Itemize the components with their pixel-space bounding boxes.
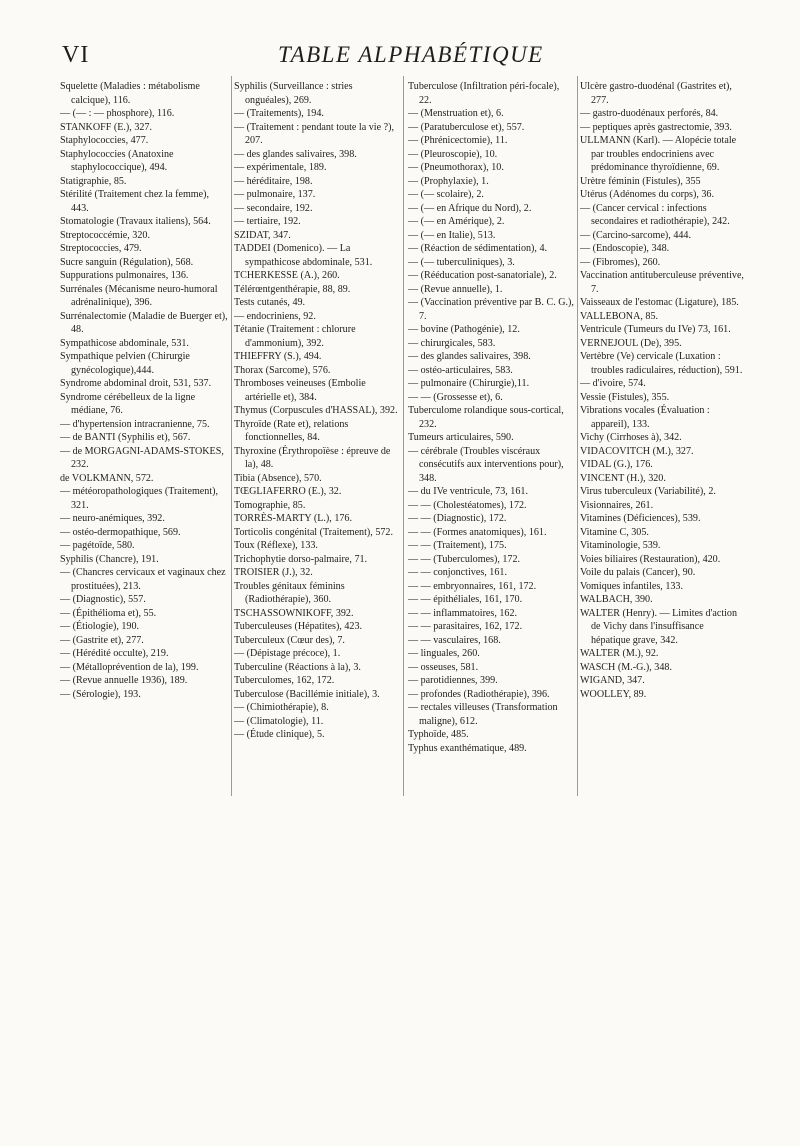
index-entry: Utérus (Adénomes du corps), 36.: [580, 189, 714, 200]
index-entry: — (— en Amérique), 2.: [408, 216, 505, 227]
index-entry: Vibrations vocales (Évaluation : appareil), 133.: [580, 405, 710, 430]
index-entry: — pagétoïde, 580.: [60, 540, 135, 551]
index-entry: — (Prophylaxie), 1.: [408, 175, 489, 187]
index-entry: Tuberculose (Bacillémie initiale), 3.: [234, 688, 380, 700]
index-entry: Thymus (Corpuscules d'HASSAL), 392.: [234, 405, 398, 416]
index-entry: — (Diagnostic), 557.: [60, 594, 146, 605]
index-entry: — bovine (Pathogénie), 12.: [408, 324, 520, 335]
index-entry: Staphylococcies, 477.: [60, 135, 149, 146]
index-entry: — (Menstruation et), 6.: [408, 108, 504, 119]
index-entry: Voies biliaires (Restauration), 420.: [580, 553, 721, 565]
index-entry: Surrénales (Mécanisme neuro-humoral adrénalinique), 396.: [60, 283, 218, 308]
index-entry: Vitamine C, 305.: [580, 526, 649, 538]
index-entry: ULLMANN (Karl). — Alopécie totale par troubles endocriniens avec prédominance thyroïdienne, 69.: [580, 135, 737, 173]
index-entry: — (— scolaire), 2.: [408, 189, 484, 200]
index-entry: WALTER (Henry). — Limites d'action de Vichy dans l'insuffisance hépatique grave, 342.: [580, 607, 738, 646]
index-entry: Typhus exanthématique, 489.: [408, 742, 527, 754]
index-entry: — cérébrale (Troubles viscéraux consécutifs aux interventions pour), 348.: [408, 445, 564, 484]
index-entry: — — inflammatoires, 162.: [408, 607, 518, 619]
index-entry: — gastro-duodénaux perforés, 84.: [580, 108, 719, 119]
column-divider: [403, 76, 404, 796]
index-entry: de VOLKMANN, 572.: [60, 472, 154, 484]
index-entry: Ventricule (Tumeurs du IVe) 73, 161.: [580, 324, 731, 335]
index-entry: — chirurgicales, 583.: [408, 337, 496, 349]
index-entry: Tuberculeuses (Hépatites), 423.: [234, 621, 363, 632]
index-column-4: [580, 80, 744, 1120]
index-entry: WASCH (M.-G.), 348.: [580, 661, 672, 673]
index-entry: — — conjonctives, 161.: [408, 567, 507, 578]
index-entry: Stérilité (Traitement chez la femme), 443.: [60, 189, 210, 214]
index-entry: VINCENT (H.), 320.: [580, 472, 666, 484]
index-entry: — (Pneumothorax), 10.: [408, 162, 504, 173]
index-entry: — endocriniens, 92.: [234, 310, 316, 322]
index-entry: Tests cutanés, 49.: [234, 297, 306, 308]
index-entry: — (Gastrite et), 277.: [60, 634, 144, 646]
index-entry: VIDACOVITCH (M.), 327.: [580, 445, 694, 457]
index-entry: — (Carcino-sarcome), 444.: [580, 229, 691, 241]
index-entry: — osseuses, 581.: [408, 661, 479, 673]
index-entry: Torticolis congénital (Traitement), 572.: [234, 526, 393, 538]
index-entry: Sympathique pelvien (Chirurgie gynécologique),444.: [60, 351, 190, 376]
index-entry: — héréditaire, 198.: [234, 175, 313, 187]
page-header: [0, 0, 800, 80]
index-entry: Typhoïde, 485.: [408, 729, 469, 740]
index-column-3: [408, 80, 574, 1120]
index-entry: — peptiques après gastrectomie, 393.: [580, 121, 732, 133]
index-entry: Tumeurs articulaires, 590.: [408, 432, 514, 443]
index-entry: Sucre sanguin (Régulation), 568.: [60, 256, 194, 268]
index-column-1: [60, 80, 228, 1120]
index-entry: Vaisseaux de l'estomac (Ligature), 185.: [580, 297, 739, 308]
index-entry: — (Étude clinique), 5.: [234, 729, 325, 740]
index-entry: Thyroxine (Érythropoïèse : épreuve de la), 48.: [234, 445, 391, 470]
index-entry: Suppurations pulmonaires, 136.: [60, 270, 189, 281]
index-entry: Statigraphie, 85.: [60, 175, 127, 187]
index-entry: WALTER (M.), 92.: [580, 648, 659, 659]
index-entry: — (— : — phosphore), 116.: [60, 108, 175, 119]
index-entry: — — (Grossesse et), 6.: [408, 391, 503, 403]
index-entry: VERNEJOUL (De), 395.: [580, 337, 682, 349]
column-divider: [577, 76, 578, 796]
index-entry: Vitamines (Déficiences), 539.: [580, 513, 701, 524]
index-entry: — linguales, 260.: [408, 648, 480, 659]
index-entry: SZIDAT, 347.: [234, 229, 291, 241]
index-entry: — rectales villeuses (Transformation maligne), 612.: [408, 702, 558, 727]
index-entry: — (Fibromes), 260.: [580, 256, 661, 268]
index-entry: — ostéo-articulaires, 583.: [408, 364, 513, 376]
index-entry: TORRÈS-MARTY (L.), 176.: [234, 513, 352, 524]
index-entry: — d'ivoire, 574.: [580, 378, 646, 389]
index-entry: — — vasculaires, 168.: [408, 634, 501, 646]
running-title: TABLE ALPHABÉTIQUE: [278, 42, 544, 67]
index-entry: — — épithéliales, 161, 170.: [408, 594, 523, 605]
index-entry: Tuberculome rolandique sous-cortical, 232.: [408, 405, 564, 430]
index-entry: Staphylococcies (Anatoxine staphylococcique), 494.: [60, 148, 174, 173]
index-entry: — pulmonaire (Chirurgie),11.: [408, 378, 530, 389]
index-entry: Tomographie, 85.: [234, 499, 306, 511]
index-entry: — (— en Afrique du Nord), 2.: [408, 202, 532, 214]
index-entry: — météoropathologiques (Traitement), 321.: [60, 486, 219, 511]
index-entry: — des glandes salivaires, 398.: [234, 148, 357, 160]
index-entry: Toux (Réflexe), 133.: [234, 540, 318, 551]
index-entry: — (Rééducation post-sanatoriale), 2.: [408, 270, 557, 281]
index-entry: Ulcère gastro-duodénal (Gastrites et), 277.: [580, 81, 732, 106]
index-entry: Vessie (Fistules), 355.: [580, 391, 670, 403]
index-entry: Stomatologie (Travaux italiens), 564.: [60, 216, 211, 227]
index-entry: — — (Tuberculomes), 172.: [408, 553, 521, 565]
index-entry: — (Phrénicectomie), 11.: [408, 135, 508, 146]
index-entry: Thromboses veineuses (Embolie artérielle et), 384.: [234, 378, 366, 403]
index-entry: TADDEI (Domenico). — La sympathicose abdominale, 531.: [234, 243, 373, 268]
index-entry: — — (Formes anatomiques), 161.: [408, 526, 547, 538]
index-entry: VIDAL (G.), 176.: [580, 459, 653, 470]
index-entry: — (Endoscopie), 348.: [580, 243, 670, 254]
index-entry: Surrénalectomie (Maladie de Buerger et), 48.: [60, 310, 228, 335]
index-entry: — (Climatologie), 11.: [234, 715, 324, 727]
index-entry: — (Paratuberculose et), 557.: [408, 121, 525, 133]
index-entry: — neuro-anémiques, 392.: [60, 513, 165, 524]
index-entry: TSCHASSOWNIKOFF, 392.: [234, 607, 354, 619]
index-entry: — (Traitement : pendant toute la vie ?), 207.: [234, 121, 394, 146]
index-entry: Syndrome cérébelleux de la ligne médiane, 76.: [60, 391, 196, 416]
column-divider: [231, 76, 232, 796]
index-entry: Tibia (Absence), 570.: [234, 472, 322, 484]
index-entry: TROISIER (J.), 32.: [234, 567, 313, 578]
index-entry: Tuberculose (Infiltration péri-focale), 22.: [408, 81, 560, 106]
index-entry: Syphilis (Chancre), 191.: [60, 553, 159, 565]
index-entry: Vaccination antituberculeuse préventive, 7.: [580, 270, 744, 295]
index-entry: — profondes (Radiothérapie), 396.: [408, 688, 550, 700]
index-entry: Télérœntgenthérapie, 88, 89.: [234, 283, 351, 295]
index-entry: — — parasitaires, 162, 172.: [408, 621, 523, 632]
index-entry: — (Métalloprévention de la), 199.: [60, 661, 199, 673]
index-entry: Sympathicose abdominale, 531.: [60, 337, 189, 349]
index-entry: — (Chimiothérapie), 8.: [234, 702, 329, 713]
index-entry: THIEFFRY (S.), 494.: [234, 351, 322, 362]
index-entry: Syndrome abdominal droit, 531, 537.: [60, 378, 212, 389]
index-entry: — (Traitements), 194.: [234, 108, 324, 119]
index-entry: Virus tuberculeux (Variabilité), 2.: [580, 486, 716, 497]
index-entry: Squelette (Maladies : métabolisme calcique), 116.: [60, 81, 200, 106]
index-entry: — de BANTI (Syphilis et), 567.: [60, 432, 191, 443]
index-entry: — (Étiologie), 190.: [60, 621, 140, 632]
index-entry: Tuberculine (Réactions à la), 3.: [234, 661, 361, 673]
index-entry: Tétanie (Traitement : chlorure d'ammonium), 392.: [234, 324, 356, 349]
index-entry: WOOLLEY, 89.: [580, 688, 647, 700]
index-entry: — (Réaction de sédimentation), 4.: [408, 243, 548, 254]
index-entry: — (Sérologie), 193.: [60, 688, 141, 700]
index-entry: — (— tuberculiniques), 3.: [408, 256, 515, 268]
index-column-2: [234, 80, 399, 1120]
index-entry: Streptococcies, 479.: [60, 243, 142, 254]
index-entry: Tuberculeux (Cœur des), 7.: [234, 634, 345, 646]
index-entry: — (Hérédité occulte), 219.: [60, 648, 169, 659]
index-entry: TCHERKESSE (A.), 260.: [234, 270, 340, 281]
index-entry: — (Revue annuelle), 1.: [408, 283, 503, 295]
index-entry: Trichophytie dorso-palmaire, 71.: [234, 553, 368, 565]
index-entry: — ostéo-dermopathique, 569.: [60, 526, 181, 538]
index-entry: — expérimentale, 189.: [234, 162, 327, 173]
index-entry: — — (Traitement), 175.: [408, 540, 507, 551]
index-entry: — (Vaccination préventive par B. C. G.), 7.: [408, 297, 574, 322]
index-entry: — (Cancer cervical : infections secondaires et radiothérapie), 242.: [580, 202, 730, 227]
index-entry: — des glandes salivaires, 398.: [408, 351, 531, 362]
index-entry: Voile du palais (Cancer), 90.: [580, 567, 696, 578]
index-entry: Vertèbre (Ve) cervicale (Luxation : troubles radiculaires, réduction), 591.: [580, 351, 743, 376]
page-number: VI: [62, 42, 90, 68]
index-entry: Streptococcémie, 320.: [60, 229, 150, 241]
index-entry: Visionnaires, 261.: [580, 499, 654, 511]
index-entry: — — embryonnaires, 161, 172.: [408, 580, 537, 592]
index-entry: Troubles génitaux féminins (Radiothérapie), 360.: [234, 580, 345, 605]
index-entry: WALBACH, 390.: [580, 594, 653, 605]
index-entry: — (Épithélioma et), 55.: [60, 607, 157, 619]
index-entry: — (— en Italie), 513.: [408, 229, 496, 241]
index-entry: Thyroïde (Rate et), relations fonctionnelles, 84.: [234, 418, 349, 443]
index-entry: — de MORGAGNI-ADAMS-STOKES, 232.: [60, 445, 224, 470]
index-entry: — (Chancres cervicaux et vaginaux chez prostituées), 213.: [60, 567, 226, 592]
index-entry: — secondaire, 192.: [234, 202, 313, 214]
index-entry: — du IVe ventricule, 73, 161.: [408, 486, 528, 497]
index-entry: STANKOFF (E.), 327.: [60, 121, 153, 133]
index-entry: — — (Cholestéatomes), 172.: [408, 499, 527, 511]
index-entry: WIGAND, 347.: [580, 675, 645, 686]
index-entry: — parotidiennes, 399.: [408, 675, 498, 686]
index-entry: Urètre féminin (Fistules), 355: [580, 175, 701, 187]
index-entry: — (Revue annuelle 1936), 189.: [60, 675, 188, 686]
index-entry: — d'hypertension intracranienne, 75.: [60, 418, 210, 430]
index-entry: TŒGLIAFERRO (E.), 32.: [234, 486, 342, 497]
index-entry: VALLEBONA, 85.: [580, 310, 659, 322]
index-entry: — — (Diagnostic), 172.: [408, 513, 507, 524]
index-entry: Vomiques infantiles, 133.: [580, 580, 683, 592]
index-entry: — (Pleuroscopie), 10.: [408, 148, 498, 160]
index-entry: Tuberculomes, 162, 172.: [234, 675, 335, 686]
index-entry: Vichy (Cirrhoses à), 342.: [580, 432, 682, 443]
index-entry: — tertiaire, 192.: [234, 216, 301, 227]
index-entry: Thorax (Sarcome), 576.: [234, 364, 331, 376]
index-entry: Syphilis (Surveillance : stries onguéales), 269.: [234, 81, 353, 106]
index-entry: — pulmonaire, 137.: [234, 189, 316, 200]
index-entry: — (Dépistage précoce), 1.: [234, 648, 341, 659]
index-entry: Vitaminologie, 539.: [580, 540, 661, 551]
